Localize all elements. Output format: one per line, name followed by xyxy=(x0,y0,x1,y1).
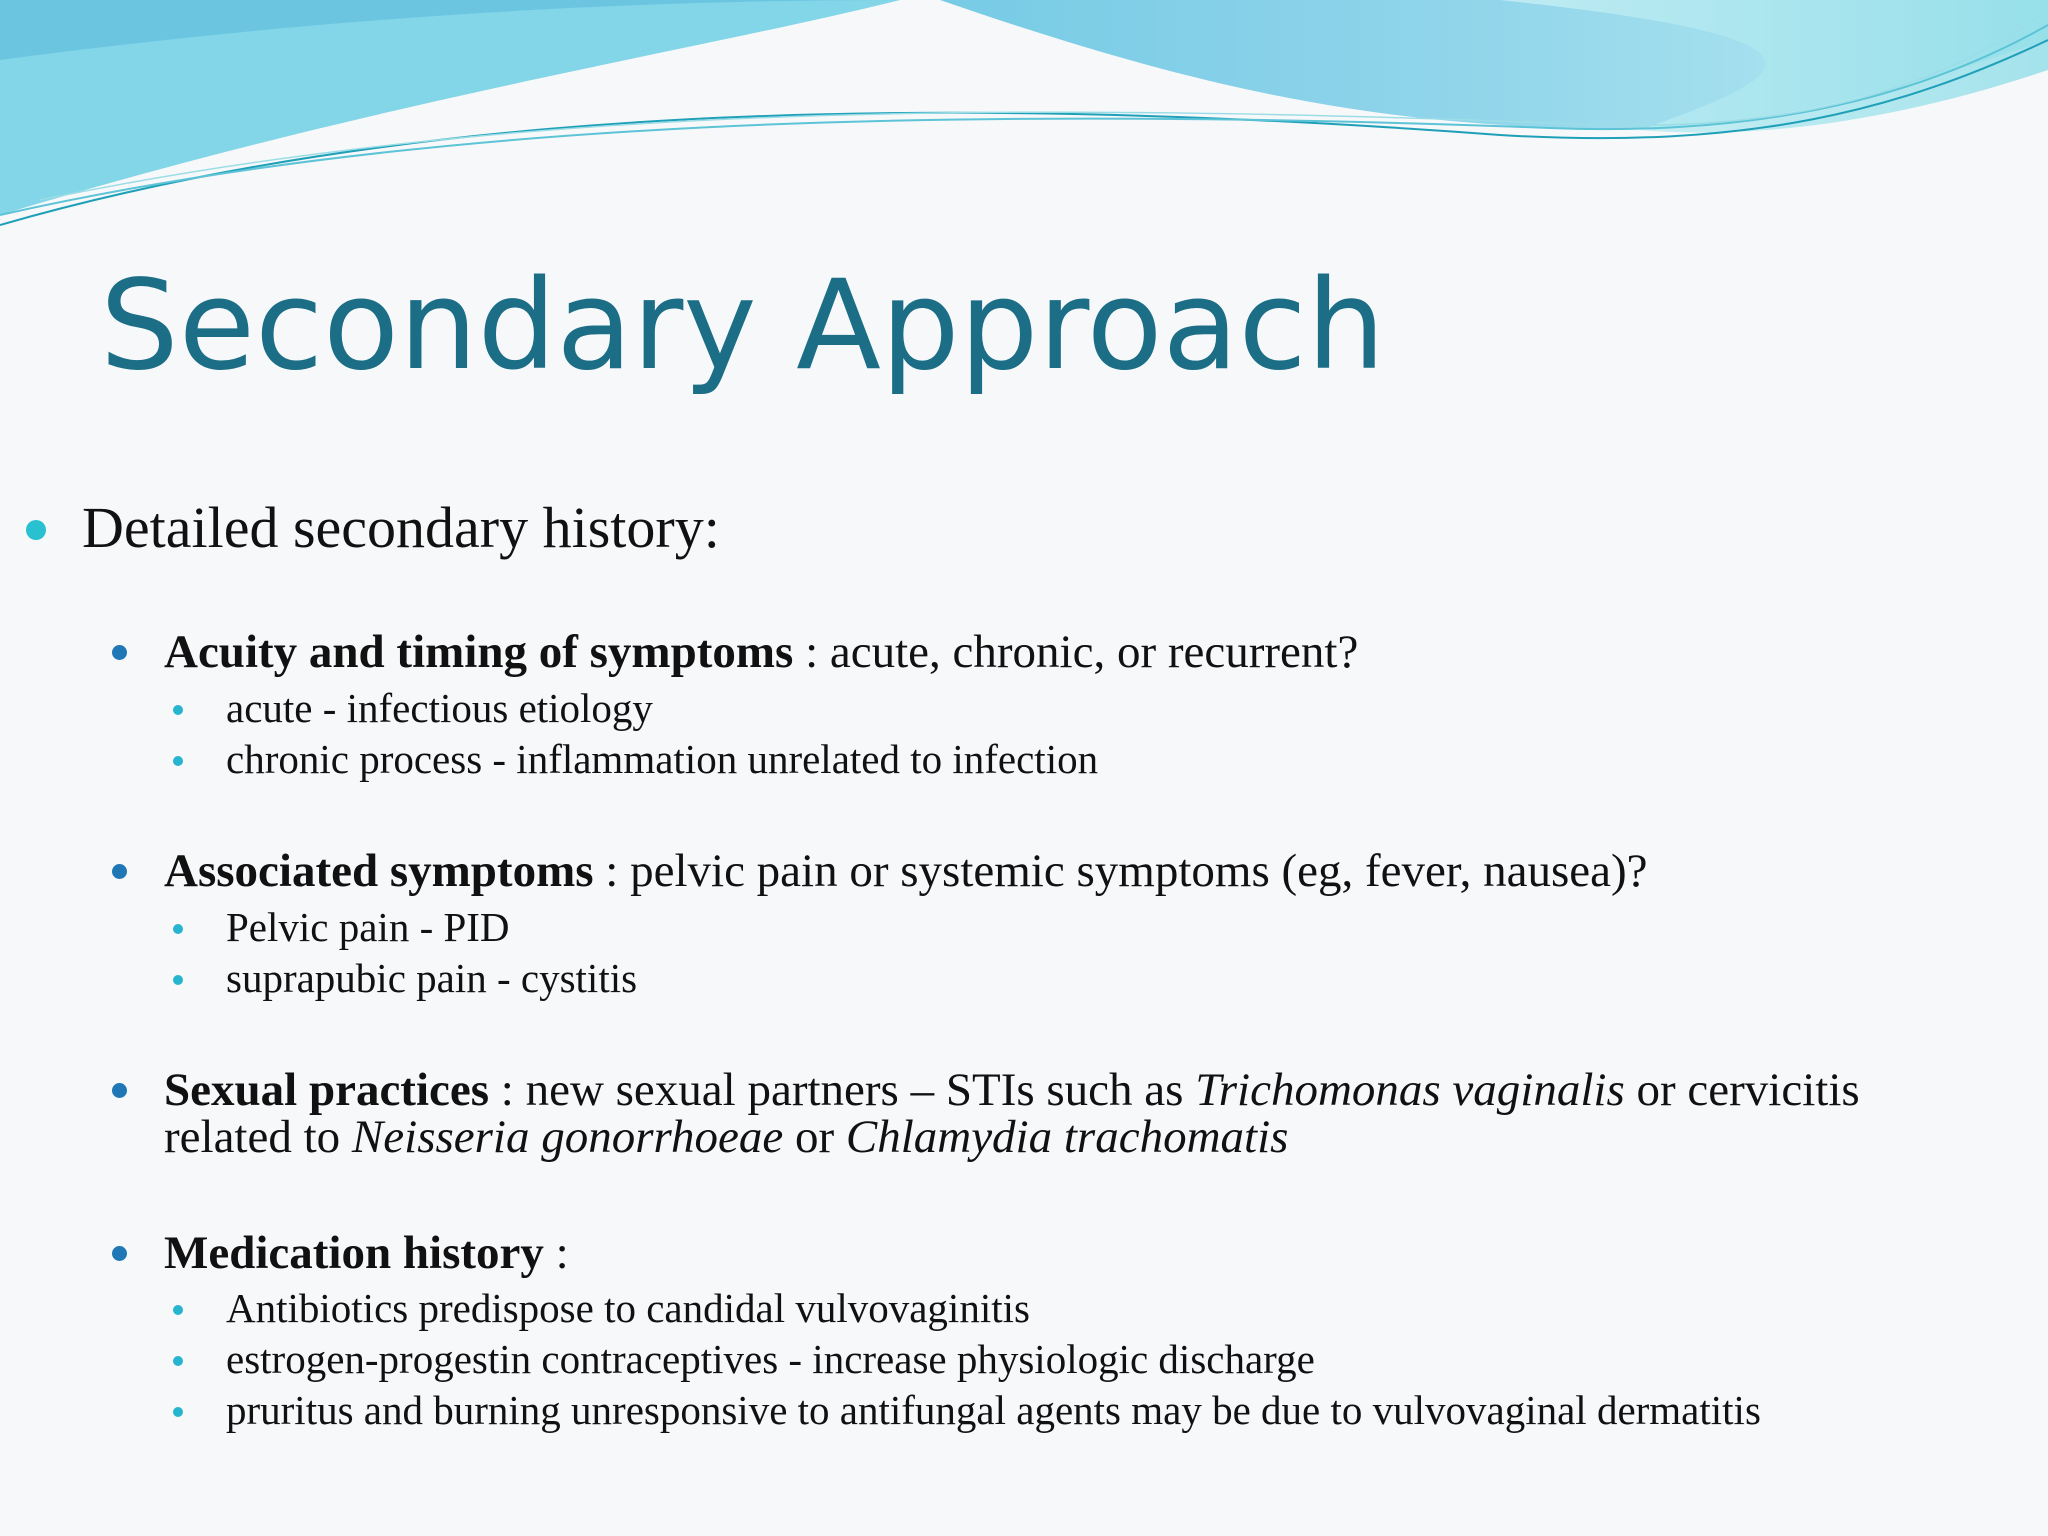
section-line xyxy=(164,626,1359,678)
bullet-icon xyxy=(173,756,183,766)
section-text: or xyxy=(783,1111,846,1163)
bullet-icon xyxy=(173,924,183,934)
bullet-icon xyxy=(173,975,183,985)
bullet-icon xyxy=(26,520,46,540)
section-text: pelvic pain or systemic symptoms (eg, fever, nausea)? xyxy=(630,845,1648,897)
section-separator: : xyxy=(489,1064,526,1116)
section-heading: Acuity and timing of symptoms xyxy=(164,626,794,678)
bullet-icon xyxy=(173,1407,183,1417)
list-item: acute - infectious etiology xyxy=(226,685,653,731)
organism-name: Chlamydia trachomatis xyxy=(845,1111,1289,1163)
section-text: or cervicitis xyxy=(1624,1064,1860,1116)
organism-name: Neisseria gonorrhoeae xyxy=(351,1111,784,1163)
section-line xyxy=(164,1064,1860,1116)
organism-name: Trichomonas vaginalis xyxy=(1195,1064,1625,1116)
main-bullet-text: Detailed secondary history: xyxy=(82,495,720,560)
header-wave-decoration xyxy=(0,0,2048,240)
section-text: related to xyxy=(164,1111,352,1163)
section-text: new sexual partners – STIs such as xyxy=(525,1064,1196,1116)
page-title: Secondary Approach xyxy=(100,254,1386,398)
section-line xyxy=(164,1227,569,1279)
list-item: estrogen-progestin contraceptives - increase physiologic discharge xyxy=(226,1336,1315,1382)
section-heading: Sexual practices xyxy=(164,1064,490,1116)
section-separator: : xyxy=(543,1227,569,1279)
bullet-icon xyxy=(112,1083,127,1098)
list-item: pruritus and burning unresponsive to antifungal agents may be due to vulvovaginal dermatitis xyxy=(226,1387,1761,1433)
section-line-continuation xyxy=(164,1111,1289,1163)
section-separator: : xyxy=(593,845,631,897)
section-heading: Medication history xyxy=(164,1227,544,1279)
bullet-icon xyxy=(112,645,127,660)
bullet-icon xyxy=(173,1305,183,1315)
section-text: acute, chronic, or recurrent? xyxy=(829,626,1359,678)
bullet-icon xyxy=(112,1246,127,1261)
list-item: suprapubic pain - cystitis xyxy=(226,955,638,1001)
section-heading: Associated symptoms xyxy=(164,845,594,897)
section-line xyxy=(164,845,1648,897)
section-separator: : xyxy=(793,626,830,678)
bullet-icon xyxy=(173,1356,183,1366)
list-item: chronic process - inflammation unrelated to infection xyxy=(226,736,1099,782)
list-item: Antibiotics predispose to candidal vulvovaginitis xyxy=(226,1285,1030,1331)
bullet-icon xyxy=(112,864,127,879)
bullet-icon xyxy=(173,705,183,715)
list-item: Pelvic pain - PID xyxy=(226,904,510,950)
